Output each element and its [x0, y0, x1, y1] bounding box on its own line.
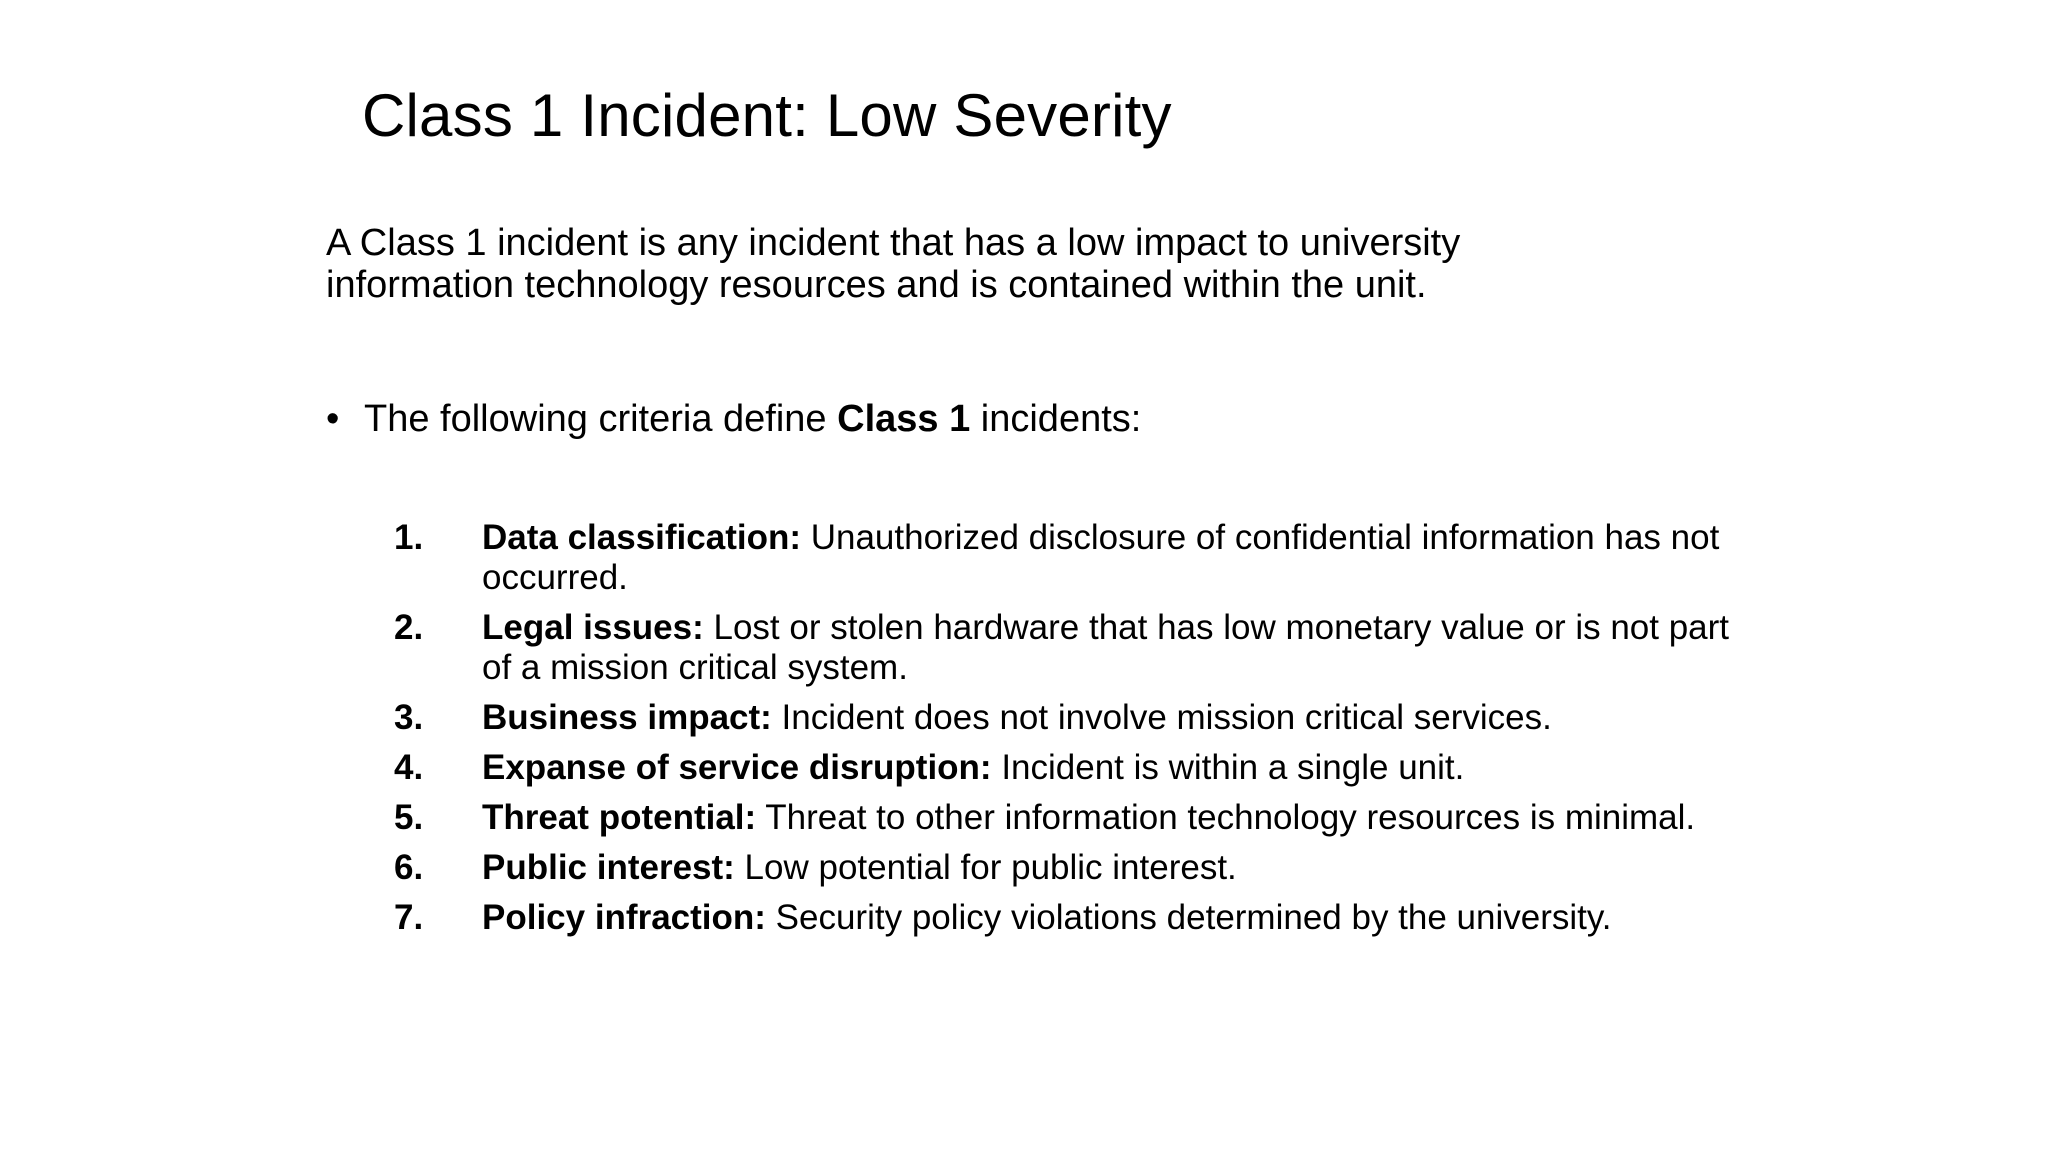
criteria-list: [390, 518, 1730, 948]
item-number: 6.: [394, 848, 424, 887]
list-item: [390, 608, 1730, 688]
item-term: Data classification:: [482, 518, 801, 557]
list-item: [390, 748, 1730, 788]
item-text: Incident is within a single unit.: [991, 748, 1465, 787]
list-item: [390, 518, 1730, 598]
item-text: Security policy violations determined by the university.: [765, 898, 1612, 937]
slide-title: Class 1 Incident: Low Severity: [362, 82, 1172, 149]
bullet-text-after: incidents:: [970, 398, 1142, 440]
item-term: Legal issues:: [482, 608, 704, 647]
criteria-bullet: [326, 394, 1141, 444]
bullet-text-bold: Class 1: [837, 398, 971, 440]
item-term: Threat potential:: [482, 798, 757, 837]
item-term: Business impact:: [482, 698, 772, 737]
item-term: Public interest:: [482, 848, 735, 887]
bullet-text-before: The following criteria define: [364, 398, 838, 440]
item-term: Expanse of service disruption:: [482, 748, 992, 787]
item-text: Unauthorized disclosure of confidential information has not occurred.: [482, 518, 1720, 597]
item-text: Incident does not involve mission critical services.: [771, 698, 1552, 737]
item-number: 3.: [394, 698, 424, 737]
item-number: 7.: [394, 898, 424, 937]
intro-paragraph: A Class 1 incident is any incident that has a low impact to university information technology resources and is contained within the unit.: [326, 222, 1461, 306]
list-item: [390, 848, 1730, 888]
item-text: Low potential for public interest.: [734, 848, 1237, 887]
item-text: Threat to other information technology resources is minimal.: [756, 798, 1696, 837]
item-number: 4.: [394, 748, 424, 787]
item-term: Policy infraction:: [482, 898, 766, 937]
list-item: [390, 898, 1730, 938]
list-item: [390, 698, 1730, 738]
bullet-icon: •: [326, 398, 340, 440]
list-item: [390, 798, 1730, 838]
item-text: Lost or stolen hardware that has low monetary value or is not part of a mission critical system.: [482, 608, 1730, 687]
item-number: 1.: [394, 518, 424, 557]
item-number: 5.: [394, 798, 424, 837]
item-number: 2.: [394, 608, 424, 647]
